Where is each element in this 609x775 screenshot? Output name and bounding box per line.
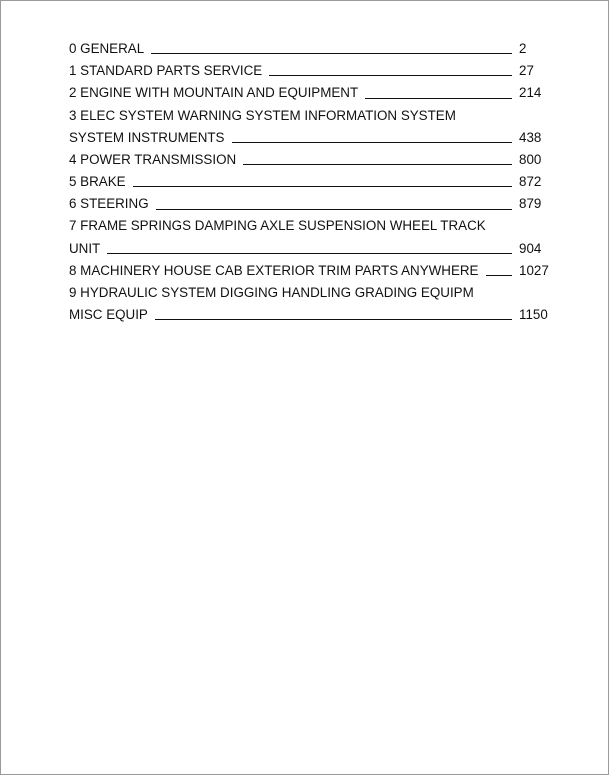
toc-page-number: 27 (519, 63, 534, 79)
toc-leader-line (243, 164, 512, 165)
toc-entry-steering[interactable] (69, 193, 549, 215)
toc-title: 9 HYDRAULIC SYSTEM DIGGING HANDLING GRADING EQUIPM (69, 285, 474, 301)
toc-page-number: 879 (519, 196, 542, 212)
toc-title: MISC EQUIP (69, 307, 148, 323)
toc-title: SYSTEM INSTRUMENTS (69, 129, 225, 145)
toc-entry-frame-line-1[interactable] (69, 216, 549, 238)
toc-leader-line (107, 253, 512, 254)
toc-entry-engine[interactable] (69, 82, 549, 104)
toc-title: 6 STEERING (69, 196, 149, 212)
toc-leader-line (151, 53, 512, 54)
toc-entry-hydraulic-line-2[interactable] (69, 304, 549, 326)
toc-leader-line (232, 142, 513, 143)
toc-page-number: 214 (519, 85, 542, 101)
toc-page-number: 1150 (519, 307, 548, 323)
toc-page-number: 872 (519, 174, 542, 190)
toc-title: 4 POWER TRANSMISSION (69, 151, 237, 167)
toc-title: 3 ELEC SYSTEM WARNING SYSTEM INFORMATION SYSTEM (69, 107, 456, 123)
toc-leader-line (133, 186, 512, 187)
toc-entry-frame-line-2[interactable] (69, 238, 549, 260)
toc-leader-line (486, 275, 513, 276)
toc-entry-brake[interactable] (69, 171, 549, 193)
toc-title: 8 MACHINERY HOUSE CAB EXTERIOR TRIM PARTS ANYWHERE (69, 262, 479, 278)
toc-entry-general[interactable] (69, 38, 549, 60)
toc-leader-line (155, 319, 512, 320)
toc-title: 0 GENERAL (69, 40, 145, 56)
toc-title: UNIT (69, 240, 101, 256)
toc-entry-power-transmission[interactable] (69, 149, 549, 171)
toc-leader-line (156, 209, 512, 210)
toc-entry-standard-parts-service[interactable] (69, 60, 549, 82)
toc-page-number: 904 (519, 240, 542, 256)
toc-title: 2 ENGINE WITH MOUNTAIN AND EQUIPMENT (69, 85, 359, 101)
toc-page-number: 2 (519, 40, 527, 56)
toc-entry-elec-system-line-2[interactable] (69, 127, 549, 149)
toc-page-number: 800 (519, 151, 542, 167)
toc-title: 1 STANDARD PARTS SERVICE (69, 63, 263, 79)
toc-entry-machinery-house[interactable] (69, 260, 549, 282)
toc-leader-line (269, 75, 512, 76)
toc-entry-hydraulic-line-1[interactable] (69, 282, 549, 304)
toc-title: 7 FRAME SPRINGS DAMPING AXLE SUSPENSION WHEEL TRACK (69, 218, 486, 234)
toc-leader-line (365, 98, 512, 99)
toc-page-number: 1027 (519, 262, 549, 278)
table-of-contents (69, 38, 549, 326)
toc-page-number: 438 (519, 129, 542, 145)
toc-title: 5 BRAKE (69, 174, 126, 190)
toc-entry-elec-system-line-1[interactable] (69, 105, 549, 127)
